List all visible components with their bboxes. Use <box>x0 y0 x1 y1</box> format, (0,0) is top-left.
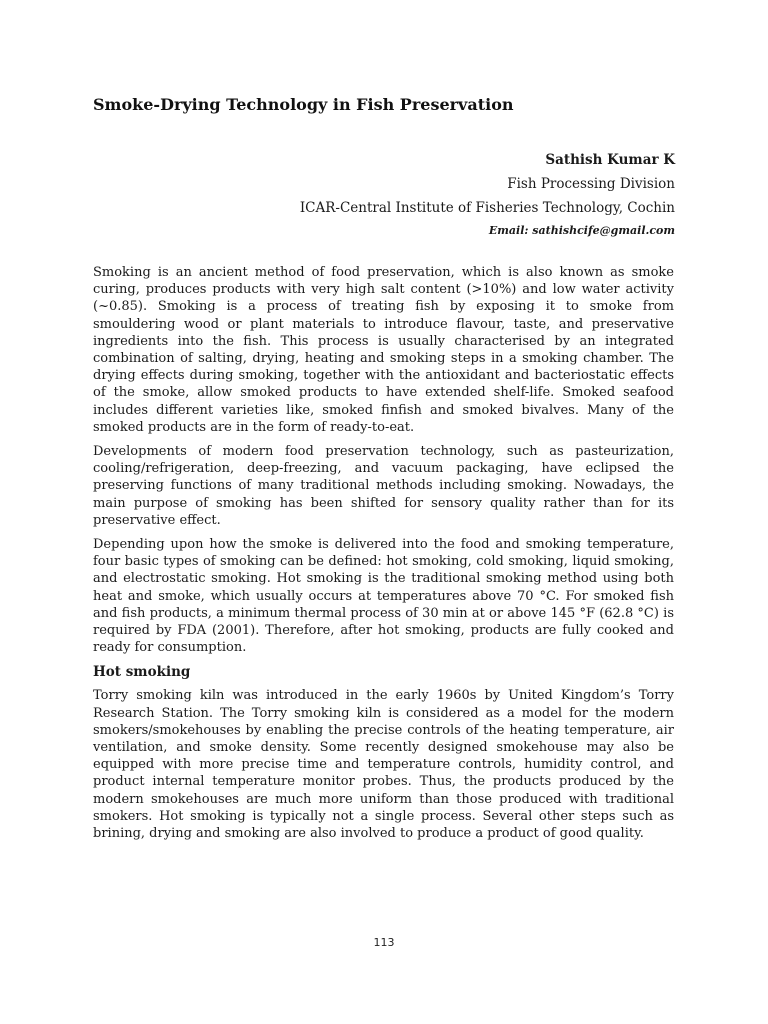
page-title: Smoke-Drying Technology in Fish Preservation <box>93 95 514 114</box>
paragraph-smoking-types: Depending upon how the smoke is delivered into the food and smoking temperature, four basic types of smoking can be defined: hot smoking, cold smoking, liquid smoking, and electrostatic smoking. Hot smoking is the traditional smoking method using both heat and smoke, which usually occurs at temperatures above 70 °C. For smoked fish and fish products, a minimum thermal process of 30 min at or above 145 °F (62.8 °C) is required by FDA (2001). Therefore, after hot smoking, products are fully cooked and ready for consumption. <box>93 537 674 656</box>
paragraph-intro: Smoking is an ancient method of food preservation, which is also known as smoke curing, produces products with very high salt content (>10%) and low water activity (~0.85). Smoking is a process of treating fish by exposing it to smoke from smouldering wood or plant materials to introduce flavour, taste, and preservative ingredients into the fish. This process is usually characterised by an integrated combination of salting, drying, heating and smoking steps in a smoking chamber. The drying effects during smoking, together with the antioxidant and bacteriostatic effects of the smoke, allow smoked products to have extended shelf-life. Smoked seafood includes different varieties like, smoked finfish and smoked bivalves. Many of the smoked products are in the form of ready-to-eat. <box>93 265 674 435</box>
author-institute: ICAR-Central Institute of Fisheries Technology, Cochin <box>299 200 675 216</box>
page-number: 113 <box>373 936 395 949</box>
paragraph-modern-technology: Developments of modern food preservation technology, such as pasteurization, cooling/refrigeration, deep-freezing, and vacuum packaging, have eclipsed the preserving functions of many traditional methods including smoking. Nowadays, the main purpose of smoking has been shifted for sensory quality rather than for its preservative effect. <box>93 444 674 528</box>
section-heading-hot-smoking: Hot smoking <box>93 664 191 681</box>
paragraph-hot-smoking: Torry smoking kiln was introduced in the early 1960s by United Kingdom’s Torry Research Station. The Torry smoking kiln is considered as a model for the modern smokers/smokehouses by enabling the precise controls of the heating temperature, air ventilation, and smoke density. Some recently designed smokehouse may also be equipped with more precise time and temperature controls, humidity control, and product internal temperature monitor probes. Thus, the products produced by the modern smokehouses are much more uniform than those produced with traditional smokers. Hot smoking is typically not a single process. Several other steps such as brining, drying and smoking are also involved to produce a product of good quality. <box>93 688 674 842</box>
body-text <box>93 264 674 849</box>
author-block <box>93 148 675 242</box>
author-division: Fish Processing Division <box>507 176 675 192</box>
author-name: Sathish Kumar K <box>545 152 675 168</box>
author-email: Email: sathishcife@gmail.com <box>488 224 675 237</box>
